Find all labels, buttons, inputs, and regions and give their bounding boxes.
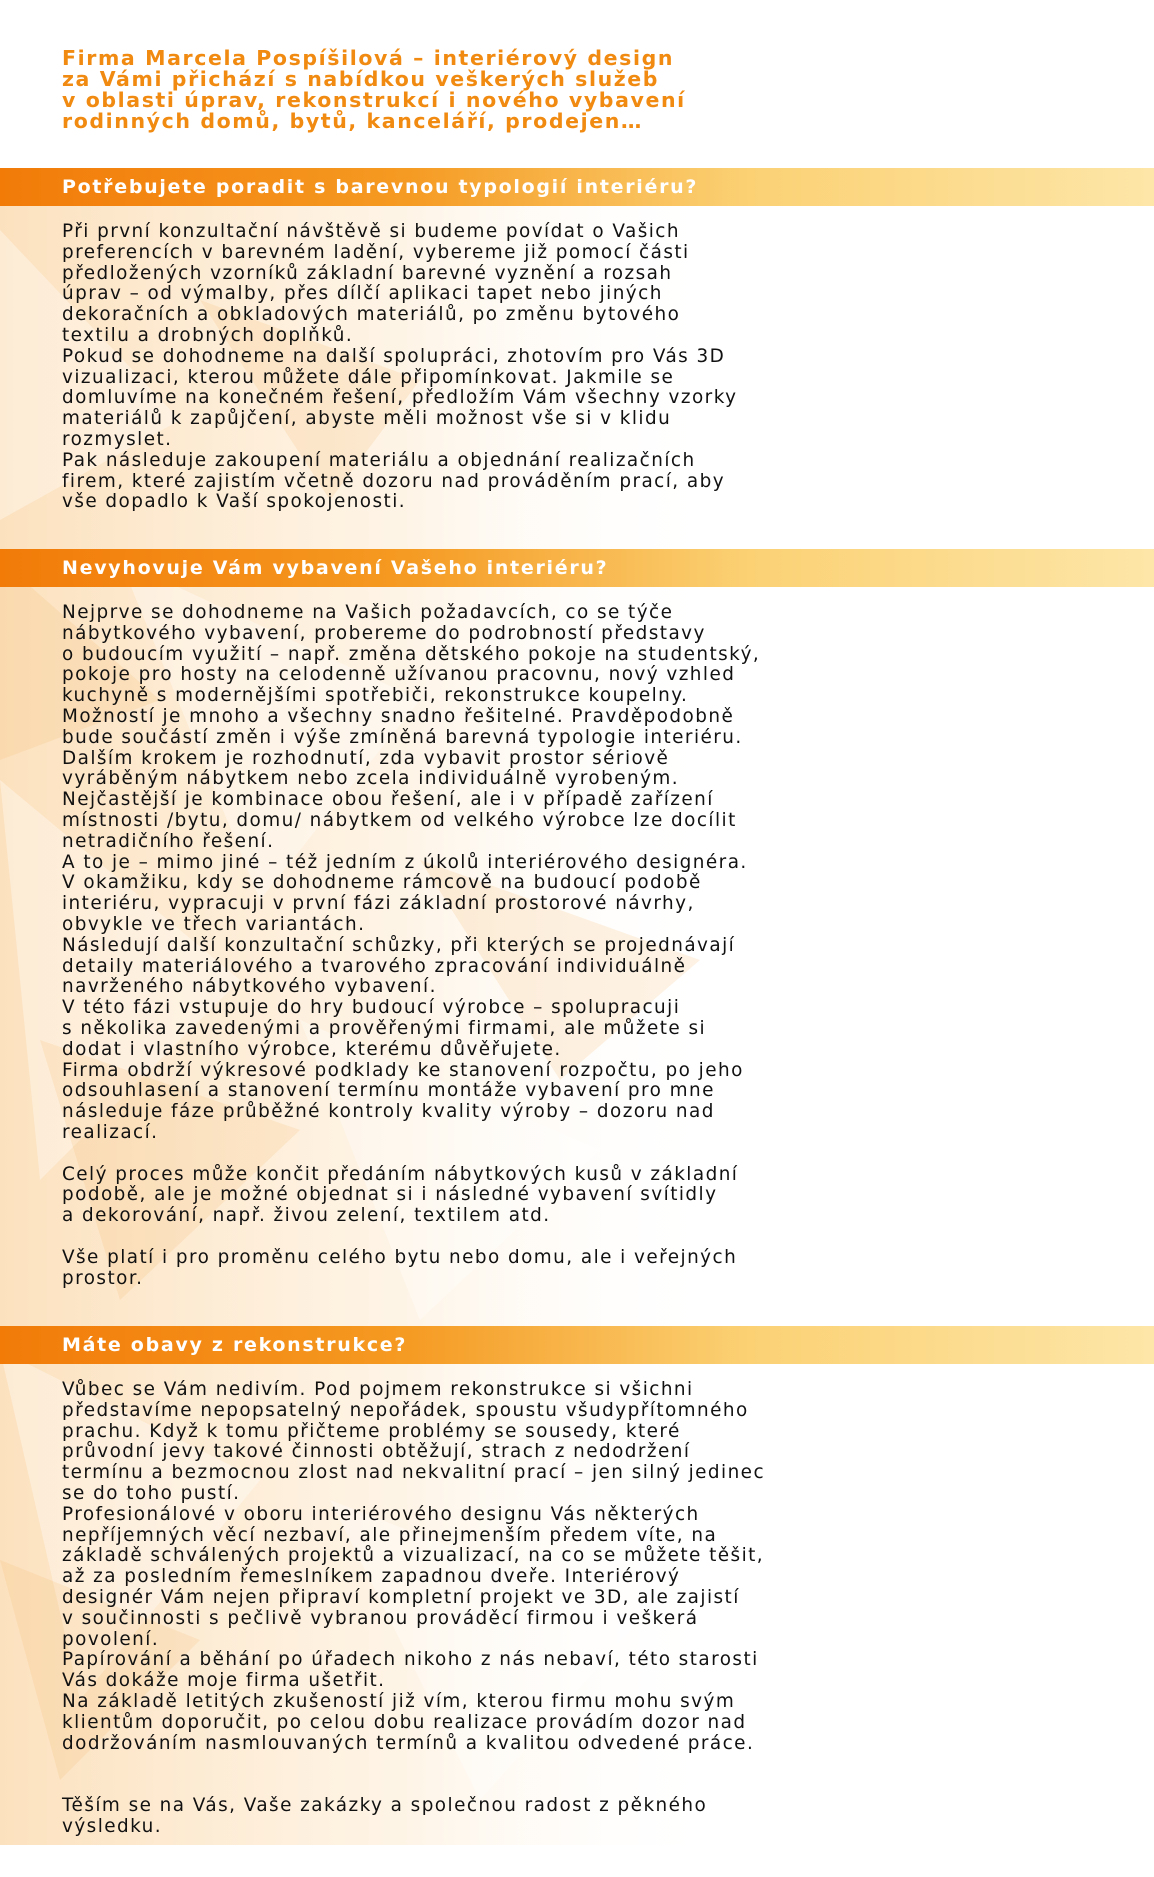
paragraph: Pokud se dohodneme na další spolupráci, zhotovím pro Vás 3D vizualizaci, kterou můžete dále připomínkovat. Jakmile se domluvíme na konečném řešení, předložím Vám všechny vzorky materiálů k zapůjčení, abyste měli možnost vše si v klidu rozmyslet.: [62, 345, 738, 450]
closing-paragraph: Těším se na Vás, Vaše zakázky a společnou radost z pěkného výsledku.: [62, 1794, 708, 1837]
paragraph: Na základě letitých zkušeností již vím, kterou firmu mohu svým klientům doporučit, po celou dobu realizace provádím dozor nad dodržováním nasmlouvaných termínů a kvalitou odvedené práce.: [62, 1690, 755, 1754]
section-title: Potřebujete poradit s barevnou typologií interiéru?: [62, 176, 699, 198]
paragraph: Papírování a běhání po úřadech nikoho z nás nebaví, této starosti Vás dokáže moje firma ušetřit.: [62, 1649, 759, 1692]
section-body-color-typology: [62, 222, 822, 513]
paragraph: Firma obdrží výkresové podklady ke stanovení rozpočtu, po jeho odsouhlasení a stanovení termínu montáže vybavení pro mne následuje fáze průběžné kontroly kvality výroby – dozoru nad realizací.: [62, 1059, 744, 1143]
intro-text: Firma Marcela Pospíšilová – interiérový design za Vámi přichází s nabídkou veškerých služeb v oblasti úprav, rekonstrukcí i nového vybavení rodinných domů, bytů, kanceláří, prodejen…: [62, 46, 686, 133]
paragraph: Celý proces může končit předáním nábytkových kusů v základní podobě, ale je možné objednat si i následné vybavení svítidly a dekorování, např. živou zelení, textilem atd.: [62, 1163, 739, 1227]
paragraph: V této fázi vstupuje do hry budoucí výrobce – spolupracuji s několika zavedenými a prověřenými firmami, ale můžete si dodat i vlastního výrobce, kterému důvěřujete.: [62, 997, 707, 1060]
paragraph: Vůbec se Vám nedivím. Pod pojmem rekonstrukce si všichni představíme nepopsatelný nepořádek, spoustu všudypřítomného prachu. Když k tomu přičteme problémy se sousedy, které průvodní jevy takové činnosti obtěžují, strach z nedodržení termínu a bezmocnou zlost nad nekvalitní prací – jen silný jedinec se do toho pustí.: [62, 1379, 766, 1504]
paragraph: V okamžiku, kdy se dohodneme rámcově na budoucí podobě interiéru, vypracuji v první fázi základní prostorové návrhy, obvykle ve třech variantách.: [62, 872, 702, 935]
paragraph: Nejprve se dohodneme na Vašich požadavcích, co se týče nábytkového vybavení, probereme do podrobností představy o budoucím využití – např. změna dětského pokoje na studentský, pokoje pro hosty na celodenně užívanou pracovnu, nový vzhled kuchyně s modernějšími spotřebiči, rekonstrukce koupelny.: [62, 602, 761, 707]
section-header-color-typology: [0, 168, 1154, 206]
section-body-reconstruction: [62, 1380, 822, 1838]
paragraph: Dalším krokem je rozhodnutí, zda vybavit prostor sériově vyráběným nábytkem nebo zcela individuálně vyrobeným.: [62, 747, 680, 790]
paragraph: Pak následuje zakoupení materiálu a objednání realizačních firem, které zajistím včetně dozoru nad prováděním prací, aby vše dopadlo k Vaší spokojenosti.: [62, 449, 726, 513]
paragraph: Nejčastější je kombinace obou řešení, ale i v případě zařízení místnosti /bytu, domu/ nábytkem od velkého výrobce lze docílit netradičního řešení.: [62, 789, 737, 852]
section-title: Nevyhovuje Vám vybavení Vašeho interiéru?: [62, 557, 609, 579]
section-title: Máte obavy z rekonstrukce?: [62, 1334, 408, 1356]
intro-heading: [62, 48, 782, 132]
section-body-furnishing: [62, 603, 822, 1289]
paragraph: Profesionálové v oboru interiérového designu Vás některých nepříjemných věcí nezbaví, ale přinejmenším předem víte, na základě schválených projektů a vizualizací, na co se můžete těšit, až za posledním řemeslníkem zapadnou dveře. Interiérový designér Vám nejen připraví kompletní projekt ve 3D, ale zajistí v součinnosti s pečlivě vybranou prováděcí firmou i veškerá povolení.: [62, 1503, 765, 1650]
paragraph: Možností je mnoho a všechny snadno řešitelné. Pravděpodobně bude součástí změn i výše zmíněná barevná typologie interiéru.: [62, 705, 743, 748]
paragraph: Vše platí i pro proměnu celého bytu nebo domu, ale i veřejných prostor.: [62, 1246, 738, 1289]
section-header-reconstruction: [0, 1326, 1154, 1364]
section-header-furnishing: [0, 549, 1154, 587]
paragraph: Při první konzultační návštěvě si budeme povídat o Vašich preferencích v barevném ladění, vybereme již pomocí části předložených vzorníků základní barevné vyznění a rozsah úprav – od výmalby, přes dílčí aplikaci tapet nebo jiných dekoračních a obkladových materiálů, po změnu bytového textilu a drobných doplňků.: [62, 221, 690, 346]
paragraph: Následují další konzultační schůzky, při kterých se projednávají detaily materiálového a tvarového zpracování individuálně navrženého nábytkového vybavení.: [62, 934, 736, 998]
paragraph: A to je – mimo jiné – též jedním z úkolů interiérového designéra.: [62, 851, 748, 873]
